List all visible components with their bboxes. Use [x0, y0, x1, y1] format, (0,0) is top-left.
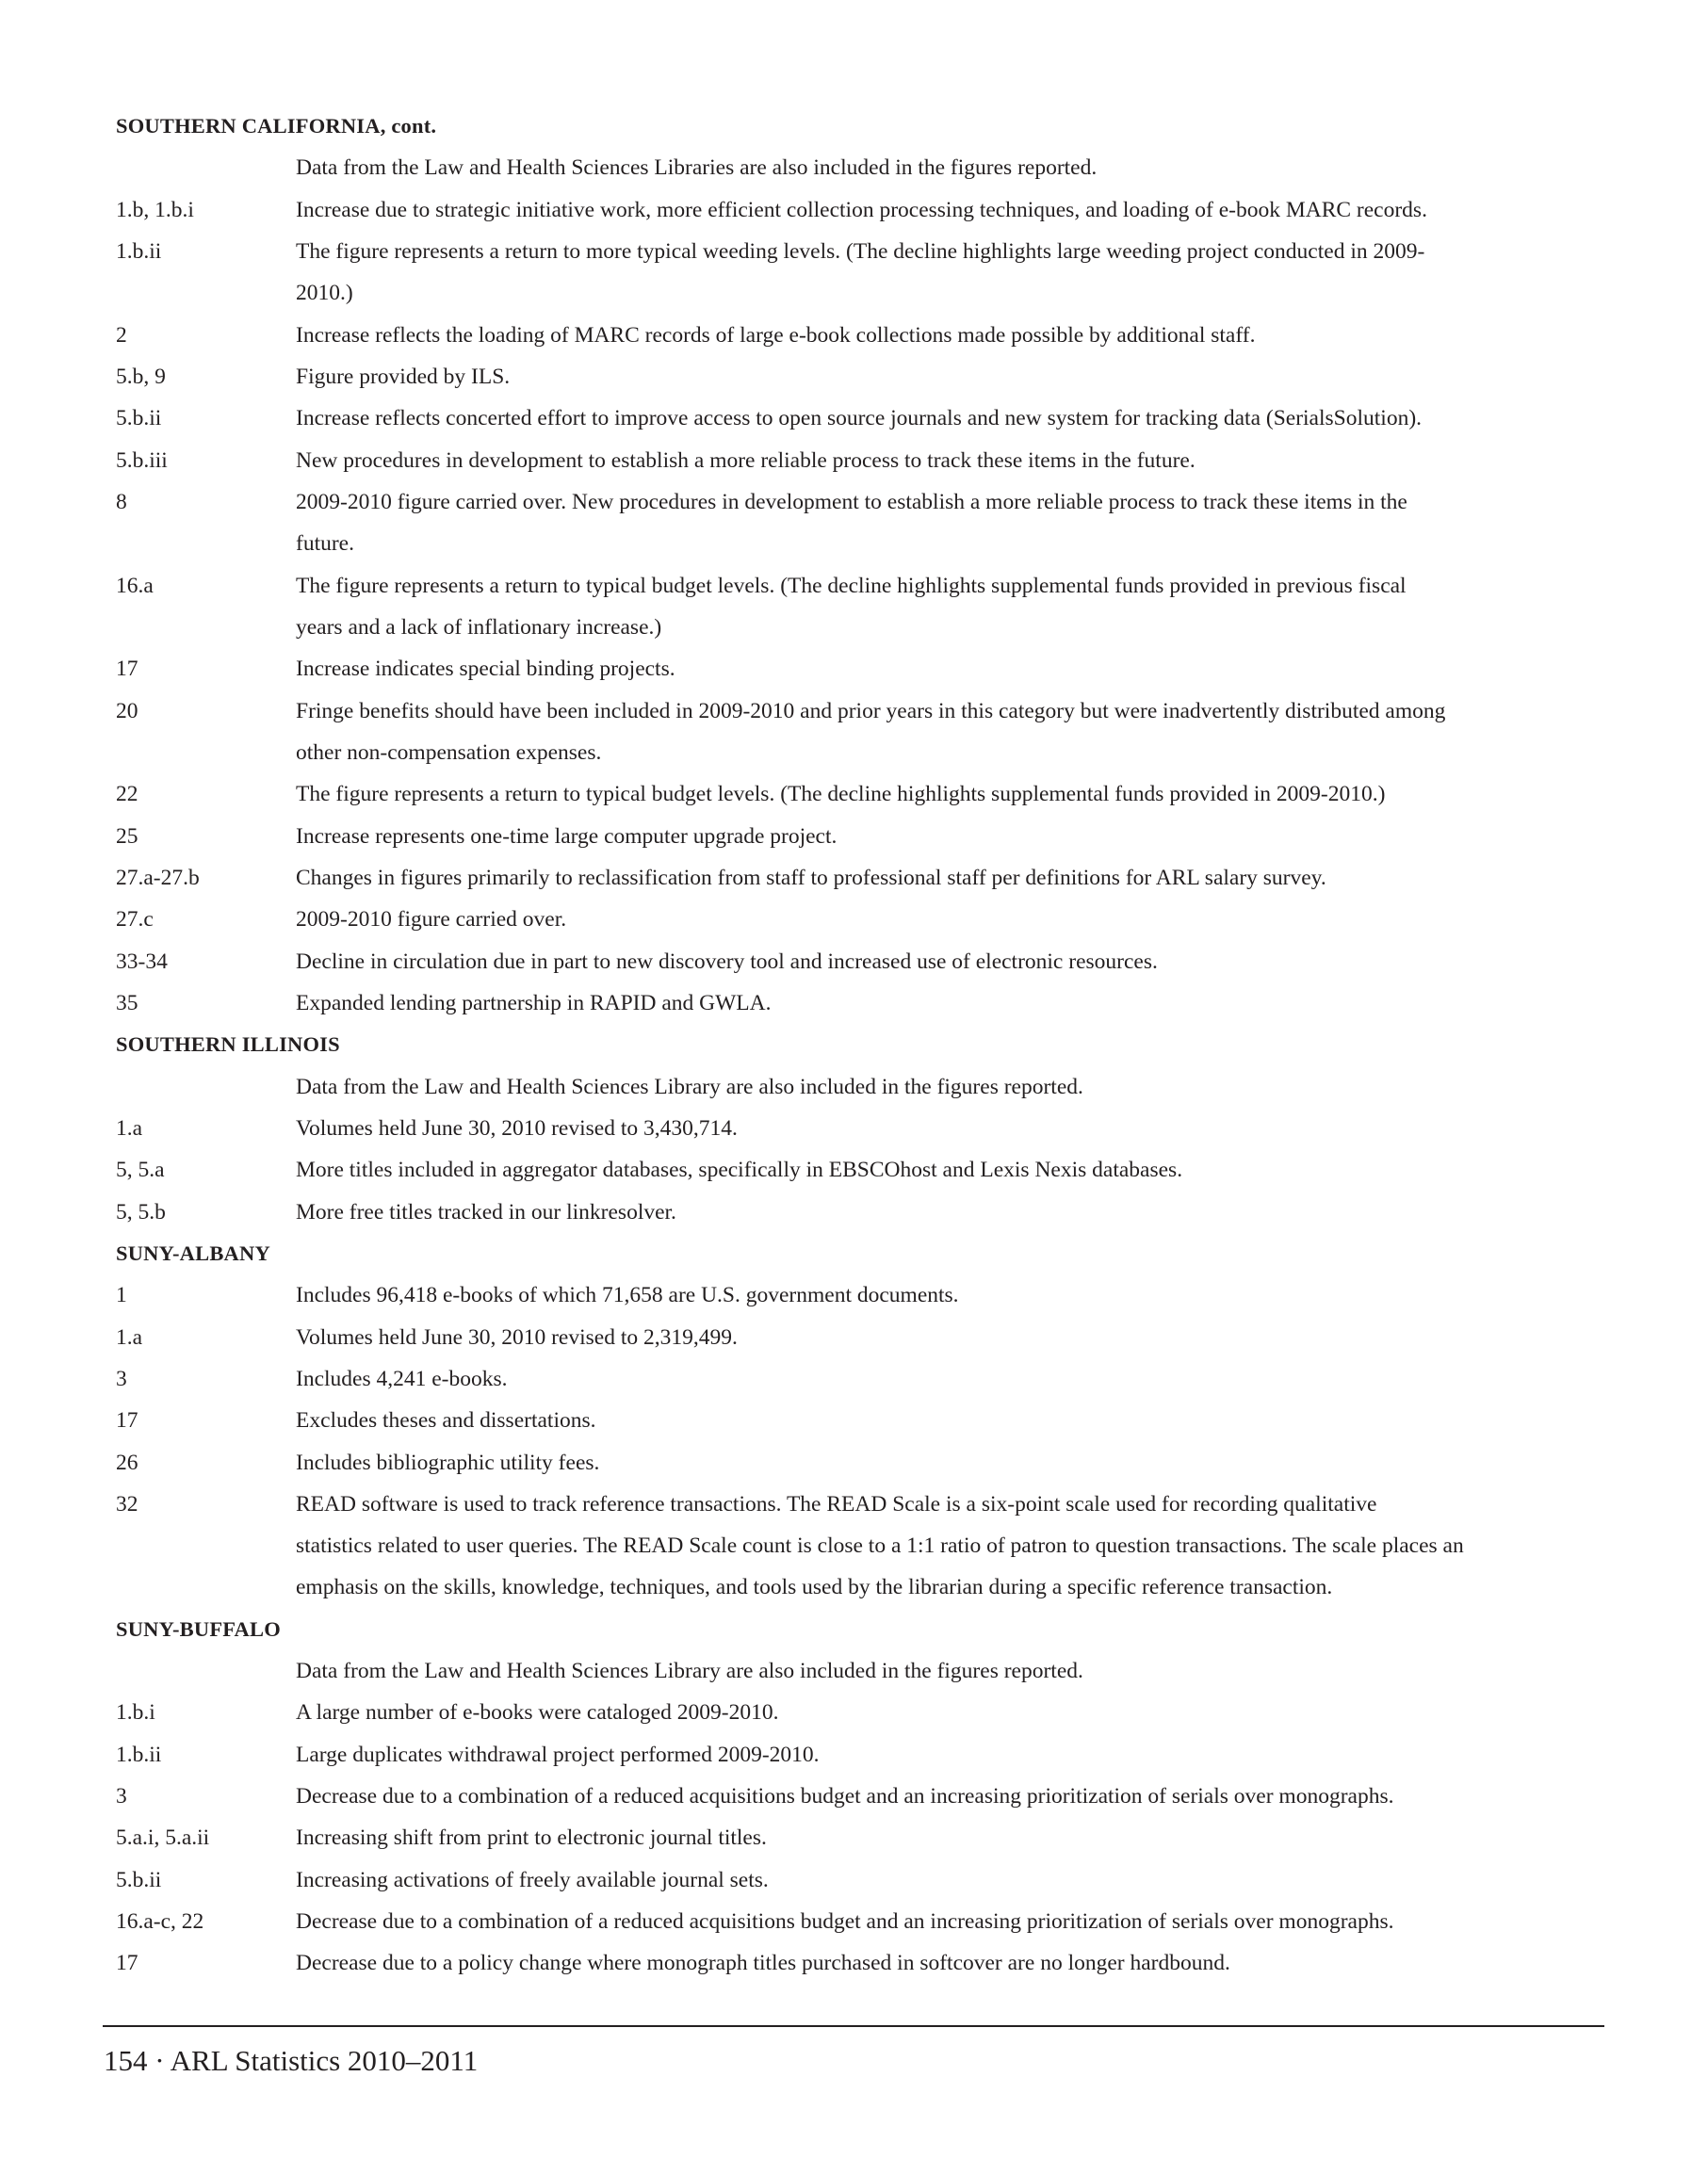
note-row — [116, 773, 1642, 815]
institution-heading: SUNY-BUFFALO — [116, 1616, 281, 1641]
note-text: years and a lack of inflationary increase.) — [296, 614, 662, 640]
footer-divider — [103, 2025, 1604, 2027]
note-text: Data from the Law and Health Sciences Library are also included in the figures reported. — [296, 1659, 1083, 1684]
note-entry — [116, 1650, 1642, 1692]
item-reference: 1 — [116, 1283, 127, 1308]
note-text: emphasis on the skills, knowledge, techniques, and tools used by the librarian during a specific reference transaction. — [296, 1575, 1333, 1600]
item-reference: 26 — [116, 1450, 138, 1475]
institution-heading: SOUTHERN ILLINOIS — [116, 1032, 340, 1057]
note-text: Excludes theses and dissertations. — [296, 1408, 596, 1434]
note-entry — [116, 397, 1642, 439]
note-row — [116, 315, 1642, 356]
note-text: Fringe benefits should have been included in 2009-2010 and prior years in this category but were inadvertently distributed among — [296, 698, 1446, 723]
note-entry — [116, 941, 1642, 982]
note-row — [116, 1108, 1642, 1149]
institution-section — [116, 1233, 1642, 1609]
note-row — [116, 857, 1642, 899]
note-entry — [116, 982, 1642, 1024]
item-reference: 5.a.i, 5.a.ii — [116, 1825, 210, 1851]
item-reference: 1.b.ii — [116, 1742, 162, 1767]
note-row — [116, 1901, 1642, 1942]
note-entry — [116, 690, 1642, 774]
note-row — [116, 1734, 1642, 1776]
item-reference: 5, 5.b — [116, 1199, 166, 1225]
note-entry — [116, 1149, 1642, 1191]
item-reference: 35 — [116, 990, 138, 1015]
note-continuation-row — [116, 1525, 1642, 1566]
note-entry — [116, 1484, 1642, 1609]
note-text: The figure represents a return to typical budget levels. (The decline highlights supplemental funds provided in previous fiscal — [296, 573, 1407, 598]
note-entry — [116, 1734, 1642, 1776]
item-reference: 3 — [116, 1784, 127, 1809]
note-row — [116, 440, 1642, 481]
item-reference: 27.a-27.b — [116, 865, 200, 890]
note-text: Decrease due to a combination of a reduced acquisitions budget and an increasing prioritization of serials over monographs. — [296, 1784, 1394, 1809]
item-reference: 1.a — [116, 1115, 143, 1141]
item-reference: 17 — [116, 1408, 138, 1434]
note-entry — [116, 1192, 1642, 1233]
note-row — [116, 1317, 1642, 1358]
note-continuation-row — [116, 732, 1642, 773]
publication-title: ARL Statistics 2010–2011 — [170, 2044, 479, 2077]
note-text: READ software is used to track reference transactions. The READ Scale is a six-point scale used for recording qualitative — [296, 1491, 1377, 1517]
item-reference: 16.a-c, 22 — [116, 1909, 204, 1935]
item-reference: 27.c — [116, 907, 154, 933]
item-reference: 25 — [116, 823, 138, 849]
note-continuation-row — [116, 607, 1642, 648]
note-entry — [116, 1066, 1642, 1108]
note-entry — [116, 648, 1642, 690]
item-reference: 1.b.i — [116, 1700, 155, 1726]
item-reference: 17 — [116, 657, 138, 682]
note-text: 2010.) — [296, 281, 353, 306]
note-entry — [116, 315, 1642, 356]
note-entry — [116, 1400, 1642, 1441]
institution-section — [116, 105, 1642, 1024]
note-entry — [116, 1108, 1642, 1149]
notes-content — [116, 105, 1642, 1985]
note-row — [116, 565, 1642, 607]
item-reference: 8 — [116, 489, 127, 514]
note-continuation-row — [116, 272, 1642, 314]
note-text: Increase reflects concerted effort to improve access to open source journals and new system for tracking data (SerialsSolution). — [296, 406, 1423, 431]
note-text: Changes in figures primarily to reclassification from staff to professional staff per definitions for ARL salary survey. — [296, 865, 1326, 890]
note-entry — [116, 1317, 1642, 1358]
footer-separator: · — [155, 2044, 165, 2077]
note-text: Increase reflects the loading of MARC records of large e-book collections made possible by additional staff. — [296, 322, 1256, 348]
note-text: 2009-2010 figure carried over. New procedures in development to establish a more reliable process to track these items in the — [296, 489, 1407, 514]
note-row — [116, 816, 1642, 857]
note-row — [116, 356, 1642, 397]
note-row — [116, 1650, 1642, 1692]
item-reference: 22 — [116, 782, 138, 807]
note-entry — [116, 816, 1642, 857]
note-row — [116, 481, 1642, 523]
note-entry — [116, 147, 1642, 188]
note-text: New procedures in development to establish a more reliable process to track these items in the future. — [296, 447, 1196, 473]
page-footer — [104, 2042, 478, 2080]
note-text: Data from the Law and Health Sciences Libraries are also included in the figures reported. — [296, 155, 1098, 181]
item-reference: 5.b.ii — [116, 1867, 162, 1892]
note-text: The figure represents a return to more typical weeding levels. (The decline highlights large weeding project conducted in 2009- — [296, 238, 1425, 264]
note-continuation-row — [116, 1566, 1642, 1608]
note-entry — [116, 899, 1642, 940]
note-text: Increase represents one-time large computer upgrade project. — [296, 823, 838, 849]
item-reference: 33-34 — [116, 949, 168, 974]
note-row — [116, 1442, 1642, 1484]
note-entry — [116, 1442, 1642, 1484]
note-text: Includes bibliographic utility fees. — [296, 1450, 600, 1475]
item-reference: 5, 5.a — [116, 1158, 165, 1183]
item-reference: 32 — [116, 1491, 138, 1517]
note-text: Increasing activations of freely available journal sets. — [296, 1867, 769, 1892]
item-reference: 17 — [116, 1951, 138, 1976]
note-text: Figure provided by ILS. — [296, 364, 511, 389]
institution-section — [116, 1609, 1642, 1985]
note-text: future. — [296, 531, 354, 557]
note-text: The figure represents a return to typical budget levels. (The decline highlights supplemental funds provided in 2009-2010.) — [296, 782, 1386, 807]
note-entry — [116, 773, 1642, 815]
note-row — [116, 941, 1642, 982]
item-reference: 3 — [116, 1366, 127, 1391]
note-text: Increase indicates special binding projects. — [296, 657, 675, 682]
note-row — [116, 231, 1642, 272]
note-text: More free titles tracked in our linkresolver. — [296, 1199, 676, 1225]
note-entry — [116, 1692, 1642, 1733]
note-text: Includes 4,241 e-books. — [296, 1366, 508, 1391]
note-entry — [116, 1274, 1642, 1316]
note-row — [116, 1776, 1642, 1817]
note-entry — [116, 1817, 1642, 1858]
item-reference: 20 — [116, 698, 138, 723]
institution-heading: SOUTHERN CALIFORNIA, cont. — [116, 114, 437, 138]
item-reference: 5.b.ii — [116, 406, 162, 431]
note-entry — [116, 1776, 1642, 1817]
note-entry — [116, 189, 1642, 231]
note-text: Data from the Law and Health Sciences Library are also included in the figures reported. — [296, 1074, 1083, 1099]
note-text: other non-compensation expenses. — [296, 739, 602, 765]
note-entry — [116, 231, 1642, 315]
note-text: Decrease due to a combination of a reduced acquisitions budget and an increasing prioritization of serials over monographs. — [296, 1909, 1394, 1935]
note-entry — [116, 1901, 1642, 1942]
note-entry — [116, 565, 1642, 649]
note-entry — [116, 857, 1642, 899]
note-row — [116, 1859, 1642, 1901]
note-text: More titles included in aggregator databases, specifically in EBSCOhost and Lexis Nexis databases. — [296, 1158, 1183, 1183]
note-entry — [116, 356, 1642, 397]
note-row — [116, 189, 1642, 231]
item-reference: 16.a — [116, 573, 154, 598]
note-row — [116, 1400, 1642, 1441]
note-text: statistics related to user queries. The READ Scale count is close to a 1:1 ratio of patron to question transactions. The scale places an — [296, 1533, 1464, 1559]
note-text: Expanded lending partnership in RAPID and GWLA. — [296, 990, 772, 1015]
page-number: 154 — [104, 2044, 148, 2077]
note-row — [116, 1484, 1642, 1525]
item-reference: 1.a — [116, 1324, 143, 1350]
note-entry — [116, 440, 1642, 481]
note-entry — [116, 1942, 1642, 1984]
institution-section — [116, 1024, 1642, 1233]
note-row — [116, 899, 1642, 940]
note-text: Volumes held June 30, 2010 revised to 3,430,714. — [296, 1115, 738, 1141]
note-text: Increase due to strategic initiative work, more efficient collection processing techniques, and loading of e-book MARC records. — [296, 197, 1427, 222]
note-row — [116, 147, 1642, 188]
note-row — [116, 648, 1642, 690]
note-row — [116, 1692, 1642, 1733]
item-reference: 1.b.ii — [116, 238, 162, 264]
item-reference: 2 — [116, 322, 127, 348]
note-text: Decrease due to a policy change where monograph titles purchased in softcover are no longer hardbound. — [296, 1951, 1230, 1976]
note-text: Includes 96,418 e-books of which 71,658 are U.S. government documents. — [296, 1283, 959, 1308]
note-row — [116, 1066, 1642, 1108]
note-entry — [116, 1358, 1642, 1400]
note-row — [116, 1192, 1642, 1233]
note-entry — [116, 1859, 1642, 1901]
note-row — [116, 690, 1642, 732]
item-reference: 5.b, 9 — [116, 364, 166, 389]
note-row — [116, 397, 1642, 439]
note-text: Large duplicates withdrawal project performed 2009-2010. — [296, 1742, 820, 1767]
note-text: Volumes held June 30, 2010 revised to 2,319,499. — [296, 1324, 738, 1350]
institution-heading: SUNY-ALBANY — [116, 1241, 270, 1265]
note-entry — [116, 481, 1642, 565]
note-row — [116, 1358, 1642, 1400]
item-reference: 5.b.iii — [116, 447, 168, 473]
note-text: Increasing shift from print to electronic journal titles. — [296, 1825, 767, 1851]
note-row — [116, 1942, 1642, 1984]
note-row — [116, 1274, 1642, 1316]
note-text: A large number of e-books were cataloged 2009-2010. — [296, 1700, 779, 1726]
note-row — [116, 982, 1642, 1024]
note-continuation-row — [116, 523, 1642, 564]
note-text: 2009-2010 figure carried over. — [296, 907, 567, 933]
note-row — [116, 1817, 1642, 1858]
item-reference: 1.b, 1.b.i — [116, 197, 194, 222]
note-text: Decline in circulation due in part to new discovery tool and increased use of electronic resources. — [296, 949, 1158, 974]
note-row — [116, 1149, 1642, 1191]
